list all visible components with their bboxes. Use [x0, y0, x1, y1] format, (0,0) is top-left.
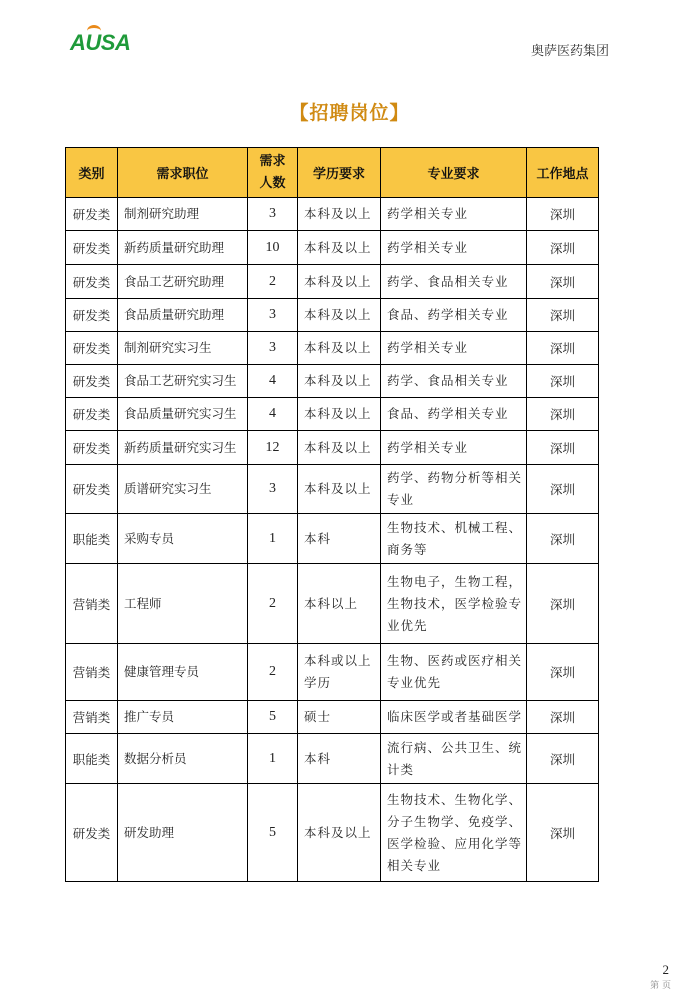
row-education: 本科及以上	[298, 465, 381, 514]
row-major: 生物技术、生物化学、分子生物学、免疫学、医学检验、应用化学等相关专业	[381, 784, 527, 882]
row-category: 研发类	[66, 431, 118, 465]
row-location: 深圳	[527, 564, 599, 644]
row-major: 生物电子，生物工程，生物技术，医学检验专业优先	[381, 564, 527, 644]
row-major: 生物、医药或医疗相关专业优先	[381, 644, 527, 701]
row-position: 质谱研究实习生	[118, 465, 248, 514]
recruitment-table	[65, 147, 599, 882]
page-label: 第 页	[650, 981, 671, 991]
row-count: 2	[248, 644, 298, 701]
row-position: 数据分析员	[118, 734, 248, 784]
row-education: 本科及以上	[298, 784, 381, 882]
table-row	[66, 465, 599, 514]
row-location: 深圳	[527, 644, 599, 701]
row-category: 职能类	[66, 734, 118, 784]
row-education: 硕士	[298, 701, 381, 734]
row-location: 深圳	[527, 465, 599, 514]
row-major: 药学、食品相关专业	[381, 365, 527, 398]
row-education: 本科	[298, 514, 381, 564]
table-row	[66, 265, 599, 299]
logo-arc-icon	[87, 25, 101, 37]
row-count: 3	[248, 299, 298, 332]
row-category: 研发类	[66, 231, 118, 265]
row-position: 新药质量研究实习生	[118, 431, 248, 465]
row-education: 本科或以上学历	[298, 644, 381, 701]
row-location: 深圳	[527, 784, 599, 882]
row-education: 本科及以上	[298, 398, 381, 431]
company-logo	[70, 32, 130, 54]
row-location: 深圳	[527, 265, 599, 299]
row-position: 制剂研究实习生	[118, 332, 248, 365]
row-major: 药学相关专业	[381, 332, 527, 365]
row-major: 食品、药学相关专业	[381, 398, 527, 431]
row-location: 深圳	[527, 398, 599, 431]
row-position: 制剂研究助理	[118, 198, 248, 231]
company-name: 奥萨医药集团	[530, 44, 609, 59]
row-count: 4	[248, 365, 298, 398]
row-category: 研发类	[66, 465, 118, 514]
table-row	[66, 231, 599, 265]
page-title: 【招聘岗位】	[289, 102, 410, 124]
row-count: 2	[248, 564, 298, 644]
logo-text: AUSA	[70, 30, 131, 55]
row-count: 3	[248, 465, 298, 514]
row-count: 2	[248, 265, 298, 299]
row-major: 生物技术、机械工程、商务等	[381, 514, 527, 564]
row-count: 4	[248, 398, 298, 431]
row-location: 深圳	[527, 332, 599, 365]
table-row	[66, 299, 599, 332]
row-position: 食品工艺研究实习生	[118, 365, 248, 398]
table-row	[66, 431, 599, 465]
row-category: 营销类	[66, 564, 118, 644]
row-category: 营销类	[66, 644, 118, 701]
row-major: 药学、食品相关专业	[381, 265, 527, 299]
header-education: 学历要求	[298, 148, 381, 198]
row-location: 深圳	[527, 514, 599, 564]
row-category: 研发类	[66, 265, 118, 299]
row-location: 深圳	[527, 299, 599, 332]
row-education: 本科	[298, 734, 381, 784]
row-category: 研发类	[66, 365, 118, 398]
row-education: 本科及以上	[298, 265, 381, 299]
row-category: 营销类	[66, 701, 118, 734]
row-count: 5	[248, 701, 298, 734]
row-category: 研发类	[66, 332, 118, 365]
table-row	[66, 644, 599, 701]
row-count: 3	[248, 332, 298, 365]
row-location: 深圳	[527, 431, 599, 465]
row-position: 推广专员	[118, 701, 248, 734]
table-header-row	[66, 148, 599, 198]
table-row	[66, 514, 599, 564]
row-major: 食品、药学相关专业	[381, 299, 527, 332]
row-location: 深圳	[527, 734, 599, 784]
row-education: 本科及以上	[298, 365, 381, 398]
table-row	[66, 564, 599, 644]
row-category: 研发类	[66, 299, 118, 332]
row-position: 新药质量研究助理	[118, 231, 248, 265]
header-category: 类别	[66, 148, 118, 198]
row-category: 研发类	[66, 198, 118, 231]
row-major: 药学相关专业	[381, 231, 527, 265]
row-position: 食品质量研究助理	[118, 299, 248, 332]
row-count: 3	[248, 198, 298, 231]
row-location: 深圳	[527, 701, 599, 734]
table-row	[66, 734, 599, 784]
table-row	[66, 365, 599, 398]
row-category: 职能类	[66, 514, 118, 564]
row-count: 1	[248, 734, 298, 784]
row-count: 10	[248, 231, 298, 265]
table-row	[66, 701, 599, 734]
row-major: 药学相关专业	[381, 198, 527, 231]
row-position: 工程师	[118, 564, 248, 644]
row-education: 本科以上	[298, 564, 381, 644]
row-category: 研发类	[66, 784, 118, 882]
header-major: 专业要求	[381, 148, 527, 198]
page-number: 2	[662, 962, 669, 977]
header-count: 需求 人数	[248, 148, 298, 198]
row-position: 食品质量研究实习生	[118, 398, 248, 431]
table-row	[66, 332, 599, 365]
row-education: 本科及以上	[298, 198, 381, 231]
table-row	[66, 398, 599, 431]
row-count: 5	[248, 784, 298, 882]
table-row	[66, 784, 599, 882]
row-location: 深圳	[527, 231, 599, 265]
row-position: 采购专员	[118, 514, 248, 564]
row-count: 1	[248, 514, 298, 564]
row-location: 深圳	[527, 365, 599, 398]
row-location: 深圳	[527, 198, 599, 231]
table-body	[66, 198, 599, 882]
row-major: 流行病、公共卫生、统计类	[381, 734, 527, 784]
row-major: 药学、药物分析等相关专业	[381, 465, 527, 514]
row-major: 药学相关专业	[381, 431, 527, 465]
header-position: 需求职位	[118, 148, 248, 198]
row-major: 临床医学或者基础医学	[381, 701, 527, 734]
row-education: 本科及以上	[298, 431, 381, 465]
row-position: 健康管理专员	[118, 644, 248, 701]
row-category: 研发类	[66, 398, 118, 431]
table-row	[66, 198, 599, 231]
header-location: 工作地点	[527, 148, 599, 198]
row-count: 12	[248, 431, 298, 465]
row-education: 本科及以上	[298, 231, 381, 265]
row-education: 本科及以上	[298, 332, 381, 365]
row-position: 研发助理	[118, 784, 248, 882]
row-position: 食品工艺研究助理	[118, 265, 248, 299]
row-education: 本科及以上	[298, 299, 381, 332]
